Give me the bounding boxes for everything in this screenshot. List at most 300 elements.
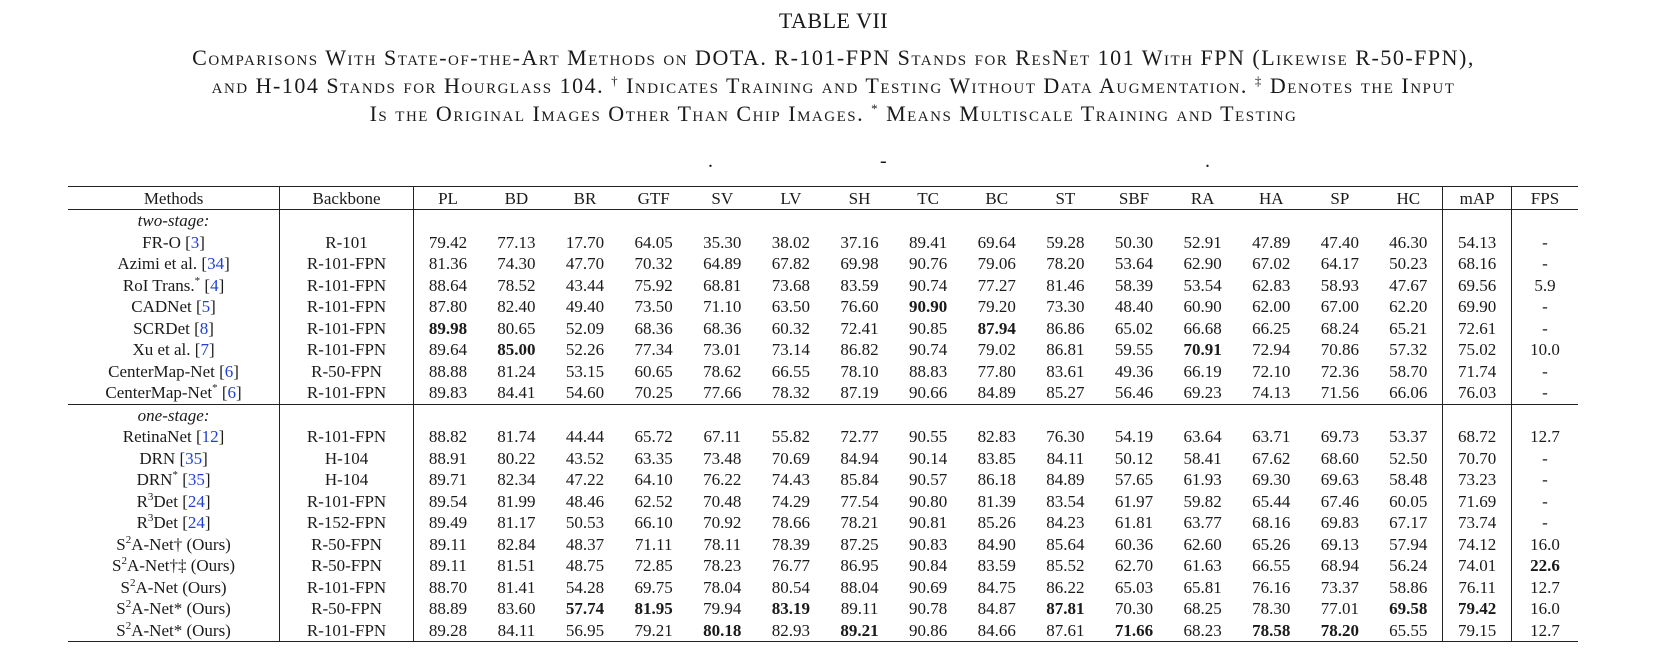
empty-cell xyxy=(1443,210,1512,232)
value-cell: 82.34 xyxy=(497,470,536,490)
method-superscript: 2 xyxy=(125,619,132,632)
citation-link[interactable]: 34 xyxy=(207,254,225,274)
value-cell: 62.20 xyxy=(1374,296,1443,318)
value-cell: 68.81 xyxy=(703,275,742,295)
value-cell: 76.11 xyxy=(1443,577,1512,599)
best-value: 87.94 xyxy=(977,318,1016,338)
value-cell: 66.55 xyxy=(771,361,811,381)
method-name: S xyxy=(116,534,126,554)
caption-text: Means Multiscale Training and Testing xyxy=(879,101,1298,126)
value-cell: 69.73 xyxy=(1320,427,1360,447)
best-value: 80.18 xyxy=(703,620,742,640)
results-table xyxy=(68,186,1578,642)
value-cell xyxy=(962,318,1031,340)
citation-link[interactable]: 7 xyxy=(200,340,209,360)
method-cell xyxy=(68,598,280,620)
value-cell: 79.20 xyxy=(977,297,1016,317)
value-cell: 69.90 xyxy=(1443,296,1512,318)
empty-cell xyxy=(619,404,688,426)
value-cell: 58.39 xyxy=(1114,275,1154,295)
value-cell: - xyxy=(1542,254,1548,274)
value-cell: 84.66 xyxy=(977,620,1016,640)
method-superscript: * xyxy=(212,382,218,395)
citation-link[interactable]: 5 xyxy=(201,297,211,317)
value-cell: 54.60 xyxy=(565,383,605,403)
value-cell: 46.30 xyxy=(1374,232,1443,254)
value-cell: 71.69 xyxy=(1443,491,1512,513)
empty-cell xyxy=(825,404,894,426)
empty-cell xyxy=(757,210,826,232)
value-cell: 61.93 xyxy=(1183,470,1222,490)
value-cell: 67.82 xyxy=(771,254,811,274)
table-row xyxy=(68,448,1578,470)
method-cell: Xu et al. [7] xyxy=(68,339,280,361)
value-cell: 90.74 xyxy=(909,340,948,360)
value-cell: 73.14 xyxy=(771,340,811,360)
value-cell: 61.81 xyxy=(1114,513,1154,533)
value-cell: 64.17 xyxy=(1320,254,1360,274)
method-suffix: A-Net†‡ (Ours) xyxy=(126,556,236,576)
value-cell: 71.11 xyxy=(634,534,673,554)
value-cell: 84.89 xyxy=(1046,470,1085,490)
backbone-cell: R-101-FPN xyxy=(280,382,414,404)
group-label-row xyxy=(68,210,1578,232)
value-cell: 88.89 xyxy=(428,599,468,619)
value-cell: 52.91 xyxy=(1183,232,1222,252)
citation-link[interactable]: 24 xyxy=(187,513,205,533)
value-cell: 72.77 xyxy=(840,427,879,447)
best-value: 78.58 xyxy=(1252,620,1291,640)
value-cell xyxy=(757,598,826,620)
value-cell: 88.70 xyxy=(428,577,468,597)
value-cell: 68.23 xyxy=(1183,620,1222,640)
method-name: S xyxy=(116,620,126,640)
value-cell: 70.92 xyxy=(703,513,742,533)
value-cell: 65.81 xyxy=(1183,577,1222,597)
value-cell: 85.26 xyxy=(977,513,1016,533)
backbone-cell: H-104 xyxy=(280,448,414,470)
value-cell xyxy=(894,296,963,318)
value-cell: 53.37 xyxy=(1374,426,1443,448)
value-cell: 84.23 xyxy=(1046,513,1085,533)
value-cell: 73.23 xyxy=(1443,469,1512,491)
value-cell: 78.10 xyxy=(840,361,879,381)
value-cell: 58.93 xyxy=(1320,275,1360,295)
value-cell: 89.41 xyxy=(909,232,948,252)
column-header: BD xyxy=(504,188,529,208)
column-header: SP xyxy=(1330,188,1350,208)
stray-mark: . xyxy=(1205,150,1210,172)
table-row xyxy=(68,253,1578,275)
value-cell: 59.28 xyxy=(1046,232,1085,252)
value-cell: 74.29 xyxy=(771,491,811,511)
value-cell: 63.77 xyxy=(1183,513,1222,533)
value-cell: 76.30 xyxy=(1046,427,1085,447)
value-cell: 89.11 xyxy=(840,599,879,619)
value-cell: 70.70 xyxy=(1443,448,1512,470)
value-cell: 65.26 xyxy=(1252,534,1291,554)
table-row xyxy=(68,620,1578,642)
citation-link[interactable]: 35 xyxy=(185,448,203,468)
value-cell: 72.94 xyxy=(1252,340,1291,360)
empty-cell xyxy=(894,210,963,232)
value-cell: 81.39 xyxy=(977,491,1016,511)
value-cell: 60.65 xyxy=(634,361,673,381)
value-cell: 5.9 xyxy=(1534,275,1556,295)
backbone-cell: R-50-FPN xyxy=(280,361,414,383)
best-value: 22.6 xyxy=(1530,556,1560,576)
value-cell: 73.37 xyxy=(1320,577,1360,597)
value-cell: 76.16 xyxy=(1252,577,1291,597)
value-cell: 68.16 xyxy=(1443,253,1512,275)
value-cell: 81.99 xyxy=(497,491,536,511)
value-cell: 90.14 xyxy=(909,448,948,468)
backbone-cell: H-104 xyxy=(280,469,414,491)
value-cell: 49.40 xyxy=(565,297,605,317)
method-superscript: 2 xyxy=(121,555,127,568)
value-cell: 78.20 xyxy=(1046,254,1085,274)
value-cell: 65.72 xyxy=(634,427,673,447)
value-cell: 82.83 xyxy=(977,427,1016,447)
table-row xyxy=(68,339,1578,361)
value-cell: 88.64 xyxy=(428,275,468,295)
value-cell: 75.02 xyxy=(1443,339,1512,361)
value-cell: 76.03 xyxy=(1443,382,1512,404)
value-cell: 68.16 xyxy=(1252,513,1291,533)
value-cell: 68.36 xyxy=(634,318,673,338)
stray-mark: - xyxy=(880,150,887,172)
value-cell: 82.40 xyxy=(497,297,536,317)
value-cell: 89.49 xyxy=(428,513,468,533)
value-cell: 86.95 xyxy=(840,556,879,576)
value-cell: 90.55 xyxy=(909,427,948,447)
empty-cell xyxy=(482,210,551,232)
value-cell: 74.01 xyxy=(1443,555,1512,577)
table-row xyxy=(68,426,1578,448)
value-cell: 65.02 xyxy=(1114,318,1154,338)
method-cell: Azimi et al. [34] xyxy=(68,253,280,275)
value-cell: 79.15 xyxy=(1443,620,1512,642)
value-cell: 83.85 xyxy=(977,448,1016,468)
value-cell: 50.30 xyxy=(1114,232,1154,252)
group-label-row xyxy=(68,404,1578,426)
value-cell: 66.68 xyxy=(1183,318,1222,338)
method-superscript: 2 xyxy=(129,576,136,589)
value-cell xyxy=(1031,598,1100,620)
value-cell: 74.12 xyxy=(1443,534,1512,556)
value-cell: 62.83 xyxy=(1252,275,1291,295)
best-value: 89.21 xyxy=(840,620,879,640)
best-value: 79.42 xyxy=(1458,599,1497,619)
empty-cell xyxy=(1374,210,1443,232)
value-cell: 50.12 xyxy=(1114,448,1154,468)
header-row xyxy=(68,187,1578,210)
method-suffix: Det xyxy=(153,491,178,511)
value-cell: 89.11 xyxy=(429,556,467,576)
value-cell: 50.23 xyxy=(1374,253,1443,275)
column-header: GTF xyxy=(637,188,670,208)
empty-cell xyxy=(280,210,414,232)
value-cell: 78.66 xyxy=(771,513,811,533)
value-cell: 87.25 xyxy=(840,534,879,554)
method-cell: CenterMap-Net* [6] xyxy=(68,382,280,404)
value-cell: 57.65 xyxy=(1114,470,1154,490)
citation-link[interactable]: 3 xyxy=(190,232,200,252)
value-cell: 43.44 xyxy=(565,275,605,295)
value-cell: 66.19 xyxy=(1183,361,1222,381)
value-cell: 81.51 xyxy=(497,556,536,576)
stray-mark: . xyxy=(708,150,713,172)
value-cell: 84.94 xyxy=(840,448,879,468)
value-cell: 83.60 xyxy=(497,599,536,619)
value-cell: 73.30 xyxy=(1046,297,1085,317)
value-cell: 87.61 xyxy=(1046,620,1085,640)
empty-cell xyxy=(413,210,482,232)
value-cell: 80.54 xyxy=(771,577,811,597)
value-cell: - xyxy=(1542,448,1548,468)
empty-cell xyxy=(1237,210,1306,232)
backbone-cell: R-101-FPN xyxy=(280,275,414,297)
value-cell: 73.50 xyxy=(634,297,673,317)
value-cell: 84.87 xyxy=(977,599,1016,619)
backbone-cell: R-101-FPN xyxy=(280,426,414,448)
value-cell: 47.70 xyxy=(565,254,605,274)
citation-link[interactable]: 6 xyxy=(224,361,234,381)
empty-cell xyxy=(688,404,757,426)
column-header: Methods xyxy=(68,187,280,210)
value-cell: 63.35 xyxy=(634,448,673,468)
citation-link[interactable]: 24 xyxy=(187,491,205,511)
backbone-cell: R-152-FPN xyxy=(280,512,414,534)
value-cell: 57.94 xyxy=(1374,534,1443,556)
value-cell: 48.40 xyxy=(1114,297,1154,317)
value-cell: 72.85 xyxy=(634,556,673,576)
value-cell: 66.06 xyxy=(1374,382,1443,404)
value-cell: 78.04 xyxy=(703,577,742,597)
method-cell xyxy=(68,620,280,642)
citation-link[interactable]: 12 xyxy=(201,427,219,447)
empty-cell xyxy=(482,404,551,426)
value-cell: 73.74 xyxy=(1443,512,1512,534)
citation-link[interactable]: 35 xyxy=(187,470,205,490)
value-cell: 16.0 xyxy=(1530,599,1560,619)
table-row xyxy=(68,577,1578,599)
value-cell: 68.72 xyxy=(1443,426,1512,448)
best-value: 69.58 xyxy=(1389,599,1428,619)
column-header: LV xyxy=(780,188,802,208)
value-cell xyxy=(688,620,757,642)
value-cell: 70.32 xyxy=(634,254,673,274)
citation-link[interactable]: 6 xyxy=(227,383,237,403)
empty-cell xyxy=(1168,404,1237,426)
value-cell: 12.7 xyxy=(1530,427,1560,447)
value-cell: 73.68 xyxy=(771,275,811,295)
method-superscript: * xyxy=(172,469,178,482)
value-cell: 60.36 xyxy=(1114,534,1154,554)
value-cell xyxy=(619,598,688,620)
value-cell: 77.66 xyxy=(703,383,742,403)
empty-cell xyxy=(1511,210,1578,232)
value-cell: 59.82 xyxy=(1183,491,1222,511)
best-value: 78.20 xyxy=(1320,620,1360,640)
value-cell: 59.55 xyxy=(1114,340,1154,360)
value-cell: 79.94 xyxy=(703,599,742,619)
value-cell: 67.00 xyxy=(1320,297,1360,317)
value-cell: 71.56 xyxy=(1320,383,1360,403)
value-cell xyxy=(482,339,551,361)
table-row xyxy=(68,491,1578,513)
value-cell: 78.30 xyxy=(1252,599,1291,619)
value-cell: 85.52 xyxy=(1046,556,1085,576)
value-cell: 82.84 xyxy=(497,534,536,554)
method-cell: DRN [35] xyxy=(68,448,280,470)
caption-line-3 xyxy=(20,100,1647,128)
method-name: R xyxy=(136,491,148,511)
value-cell: 89.54 xyxy=(428,491,468,511)
method-cell xyxy=(68,534,280,556)
table-row xyxy=(68,555,1578,577)
empty-cell xyxy=(551,404,620,426)
table-row xyxy=(68,232,1578,254)
group-label: two-stage: xyxy=(68,210,280,232)
value-cell: 61.97 xyxy=(1114,491,1154,511)
value-cell: 79.06 xyxy=(977,254,1016,274)
value-cell: 80.65 xyxy=(497,318,536,338)
value-cell: 44.44 xyxy=(565,427,605,447)
method-superscript: * xyxy=(194,274,201,287)
column-header: mAP xyxy=(1443,187,1512,210)
column-header: BC xyxy=(985,188,1009,208)
value-cell: 69.83 xyxy=(1320,513,1360,533)
caption-text: and H-104 Stands for Hourglass 104. xyxy=(211,73,612,98)
table-caption xyxy=(20,44,1647,128)
value-cell: 84.75 xyxy=(977,577,1016,597)
value-cell: 63.50 xyxy=(771,297,811,317)
value-cell: 83.59 xyxy=(840,275,879,295)
value-cell: 82.93 xyxy=(771,620,811,640)
value-cell: 89.28 xyxy=(428,620,468,640)
value-cell xyxy=(825,620,894,642)
method-name: FR-O xyxy=(142,232,181,252)
value-cell: 76.60 xyxy=(840,297,879,317)
value-cell: 69.13 xyxy=(1320,534,1360,554)
method-cell: CADNet [5] xyxy=(68,296,280,318)
method-name: DRN xyxy=(136,470,173,490)
value-cell: 78.32 xyxy=(771,383,811,403)
value-cell: 70.48 xyxy=(703,491,742,511)
value-cell: 72.10 xyxy=(1252,361,1291,381)
table-row xyxy=(68,318,1578,340)
method-name: Xu et al. xyxy=(132,340,191,360)
best-value: 70.91 xyxy=(1183,340,1222,360)
value-cell: 71.74 xyxy=(1443,361,1512,383)
table-row xyxy=(68,382,1578,404)
value-cell: 58.86 xyxy=(1374,577,1443,599)
value-cell: 73.48 xyxy=(703,448,742,468)
method-name: S xyxy=(120,577,130,597)
empty-cell xyxy=(413,404,482,426)
value-cell: 64.05 xyxy=(634,232,673,252)
value-cell: 84.90 xyxy=(977,534,1016,554)
value-cell: 17.70 xyxy=(565,232,605,252)
value-cell: 62.00 xyxy=(1252,297,1291,317)
value-cell: 48.75 xyxy=(565,556,605,576)
method-name: RoI Trans. xyxy=(122,275,195,295)
column-header: FPS xyxy=(1530,188,1560,208)
value-cell: 52.50 xyxy=(1374,448,1443,470)
value-cell xyxy=(1443,598,1512,620)
value-cell: 76.22 xyxy=(703,470,742,490)
value-cell: 89.64 xyxy=(428,340,468,360)
column-header: SBF xyxy=(1118,188,1150,208)
column-header: SV xyxy=(711,188,734,208)
best-value: 71.66 xyxy=(1114,620,1154,640)
method-superscript: 2 xyxy=(125,598,132,611)
value-cell: 86.18 xyxy=(977,470,1016,490)
value-cell: 52.26 xyxy=(565,340,605,360)
empty-cell xyxy=(1306,210,1375,232)
backbone-cell: R-101-FPN xyxy=(280,318,414,340)
method-cell: FR-O [3] xyxy=(68,232,280,254)
value-cell: 87.80 xyxy=(428,297,468,317)
value-cell: 58.48 xyxy=(1374,469,1443,491)
method-cell: $R^3Det$ [24] xyxy=(68,512,280,534)
value-cell: 72.41 xyxy=(840,318,879,338)
value-cell: 86.81 xyxy=(1046,340,1085,360)
value-cell: - xyxy=(1542,232,1548,252)
empty-cell xyxy=(1168,210,1237,232)
best-value: 83.19 xyxy=(771,599,811,619)
best-value: 85.00 xyxy=(497,340,536,360)
value-cell: 10.0 xyxy=(1530,340,1560,360)
value-cell: 69.75 xyxy=(634,577,673,597)
value-cell: 88.82 xyxy=(428,427,468,447)
value-cell: 81.46 xyxy=(1046,275,1085,295)
value-cell: 90.83 xyxy=(909,534,948,554)
value-cell: 65.21 xyxy=(1374,318,1443,340)
value-cell: 63.71 xyxy=(1252,427,1291,447)
method-name: DRN xyxy=(139,448,176,468)
value-cell: 48.46 xyxy=(565,491,605,511)
value-cell: - xyxy=(1542,318,1548,338)
value-cell: 66.55 xyxy=(1252,556,1291,576)
value-cell: 69.98 xyxy=(840,254,879,274)
value-cell: - xyxy=(1542,383,1548,403)
value-cell xyxy=(1168,339,1237,361)
method-cell xyxy=(68,577,280,599)
value-cell: 74.43 xyxy=(771,470,811,490)
empty-cell xyxy=(551,210,620,232)
value-cell: 86.82 xyxy=(840,340,879,360)
value-cell: 78.23 xyxy=(703,556,742,576)
empty-cell xyxy=(962,404,1031,426)
value-cell: 90.80 xyxy=(909,491,948,511)
value-cell: 69.30 xyxy=(1252,470,1291,490)
value-cell: 61.63 xyxy=(1183,556,1222,576)
value-cell: 60.32 xyxy=(771,318,811,338)
caption-text: Is the Original Images Other Than Chip Images. xyxy=(369,101,872,126)
caption-text: Denotes the Input xyxy=(1262,73,1456,98)
value-cell: 35.30 xyxy=(703,232,742,252)
value-cell: 85.64 xyxy=(1046,534,1085,554)
citation-link[interactable]: 8 xyxy=(199,318,209,338)
value-cell: 53.15 xyxy=(565,361,605,381)
citation-link[interactable]: 4 xyxy=(210,275,219,295)
value-cell: 85.27 xyxy=(1046,383,1085,403)
value-cell: 63.64 xyxy=(1183,427,1222,447)
backbone-cell: R-101-FPN xyxy=(280,253,414,275)
empty-cell xyxy=(757,404,826,426)
